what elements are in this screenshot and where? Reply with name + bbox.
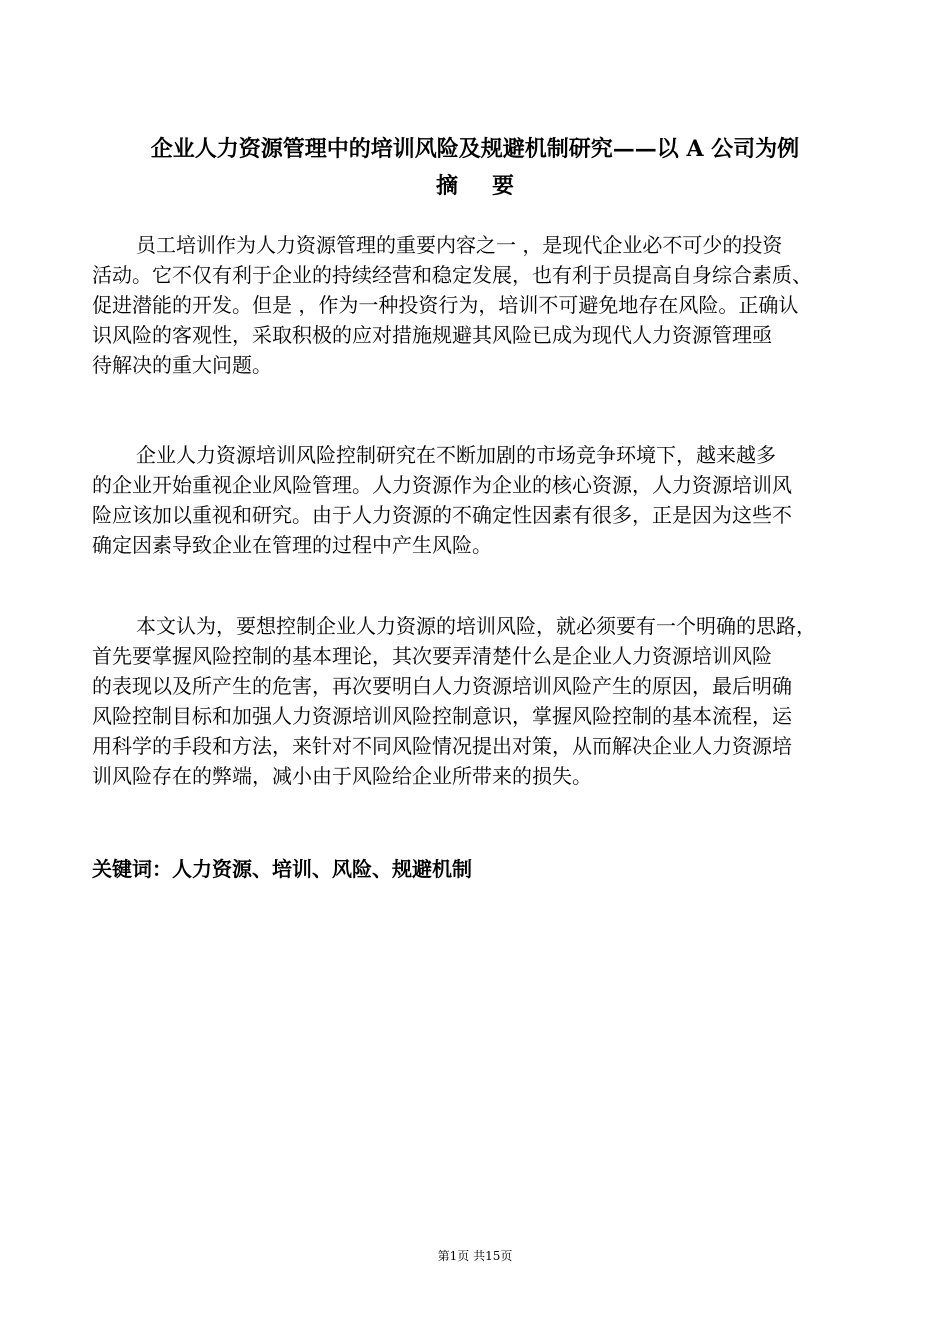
paragraph-line: 确定因素导致企业在管理的过程中产生风险。 xyxy=(92,533,492,557)
paragraph-line: 风险控制目标和加强人力资源培训风险控制意识，掌握风险控制的基本流程，运 xyxy=(92,704,792,728)
abstract-paragraph-3 xyxy=(92,611,862,791)
paragraph-line: 用科学的手段和方法，来针对不同风险情况提出对策，从而解决企业人力资源培 xyxy=(92,734,792,758)
paragraph-line: 活动。它不仅有利于企业的持续经营和稳定发展，也有利于员提高自身综合素质、 xyxy=(92,263,812,287)
paragraph-line: 本文认为，要想控制企业人力资源的培训风险，就必须要有一个明确的思路， xyxy=(136,614,816,638)
paragraph-line: 的企业开始重视企业风险管理。人力资源作为企业的核心资源，人力资源培训风 xyxy=(92,473,792,497)
abstract-paragraph-1 xyxy=(92,230,862,380)
paragraph-line: 的表现以及所产生的危害，再次要明白人力资源培训风险产生的原因，最后明确 xyxy=(92,674,792,698)
paragraph-line: 首先要掌握风险控制的基本理论，其次要弄清楚什么是企业人力资源培训风险 xyxy=(92,644,772,668)
paragraph-line: 企业人力资源培训风险控制研究在不断加剧的市场竞争环境下，越来越多 xyxy=(136,443,776,467)
document-title: 企业人力资源管理中的培训风险及规避机制研究——以 A 公司为例 xyxy=(150,136,800,162)
paragraph-line: 员工培训作为人力资源管理的重要内容之一 ，是现代企业必不可少的投资 xyxy=(136,233,783,257)
paragraph-line: 识风险的客观性，采取积极的应对措施规避其风险已成为现代人力资源管理亟 xyxy=(92,323,772,347)
paragraph-line: 训风险存在的弊端，减小由于风险给企业所带来的损失。 xyxy=(92,764,592,788)
paragraph-line: 险应该加以重视和研究。由于人力资源的不确定性因素有很多，正是因为这些不 xyxy=(92,503,792,527)
keywords-line: 关键词：人力资源、培训、风险、规避机制 xyxy=(92,857,472,881)
abstract-paragraph-2 xyxy=(92,440,862,560)
paragraph-line: 待解决的重大问题。 xyxy=(92,353,272,377)
page-footer: 第1页 共15页 xyxy=(437,1249,513,1263)
abstract-heading: 摘要 xyxy=(435,173,548,199)
paragraph-line: 促进潜能的开发。但是 ，作为一种投资行为，培训不可避免地存在风险。正确认 xyxy=(92,293,799,317)
